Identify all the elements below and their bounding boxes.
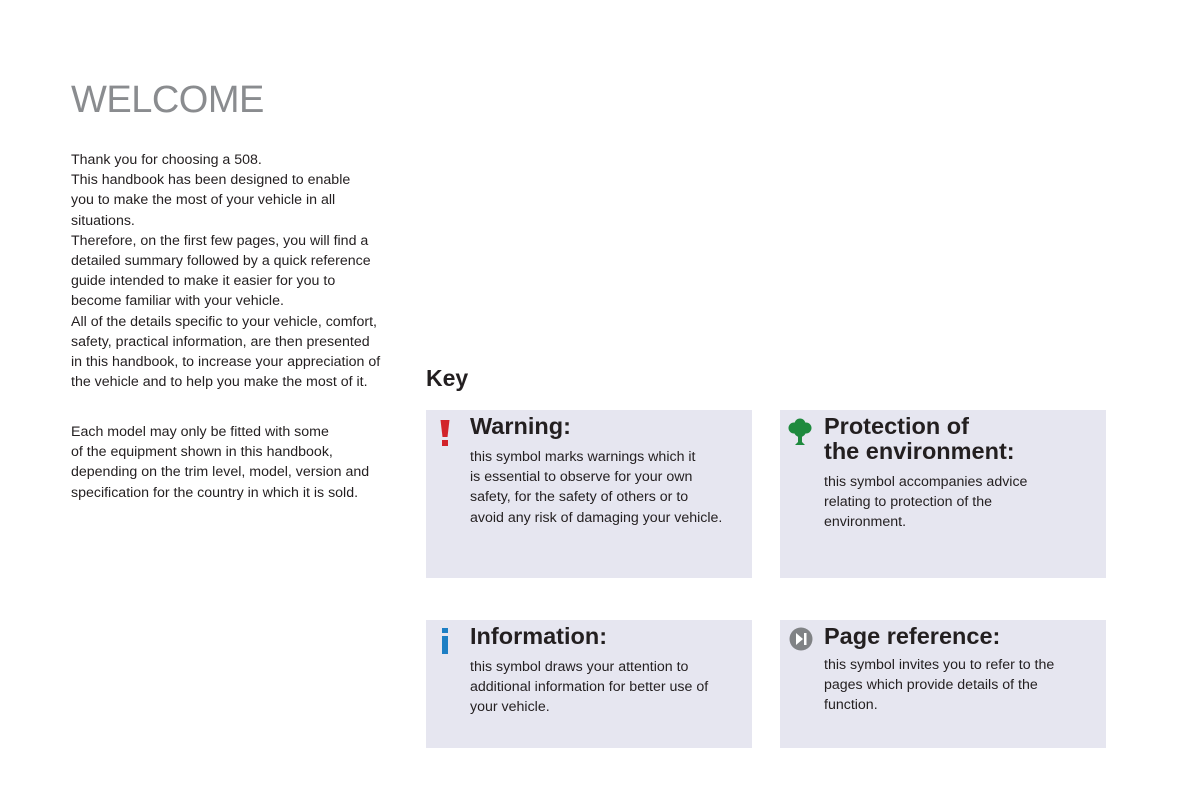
note-line: depending on the trim level, model, version and	[71, 464, 370, 481]
information-box	[426, 620, 752, 748]
warning-box	[426, 410, 752, 578]
intro-line: detailed summary followed by a quick reference	[71, 253, 371, 270]
intro-line: Thank you for choosing a 508.	[71, 152, 262, 168]
intro-line: you to make the most of your vehicle in all	[71, 192, 336, 209]
environment-line: environment.	[824, 514, 907, 531]
intro-text	[71, 150, 406, 392]
intro-line: Therefore, on the first few pages, you will find a	[71, 232, 369, 249]
skip-forward-icon	[789, 627, 813, 651]
page-reference-box	[780, 620, 1106, 748]
environment-title	[824, 414, 1099, 464]
intro-line: safety, practical information, are then presented	[71, 333, 370, 350]
note-line: of the equipment shown in this handbook,	[71, 444, 333, 461]
note-line: specification for the country in which it is sold.	[71, 484, 359, 501]
information-line: additional information for better use of	[470, 679, 709, 696]
page-reference-text	[824, 655, 1106, 716]
equipment-note	[71, 422, 406, 503]
information-line: your vehicle.	[470, 699, 550, 716]
page-reference-line: this symbol invites you to refer to the	[824, 657, 1055, 673]
intro-line: guide intended to make it easier for you to	[71, 273, 336, 290]
key-heading: Key	[426, 365, 469, 391]
environment-line: relating to protection of the	[824, 494, 992, 511]
information-line: this symbol draws your attention to	[470, 659, 689, 675]
environment-title-line: Protection of	[824, 413, 969, 439]
exclamation-icon	[438, 420, 452, 446]
intro-line: situations.	[71, 212, 135, 229]
warning-line: is essential to observe for your own	[470, 469, 693, 486]
info-icon	[438, 628, 452, 654]
tree-icon	[788, 418, 812, 446]
environment-text	[824, 472, 1106, 533]
page-title: WELCOME	[71, 79, 264, 121]
warning-line: avoid any risk of damaging your vehicle.	[470, 509, 723, 526]
page-reference-line: function.	[824, 697, 878, 714]
warning-line: this symbol marks warnings which it	[470, 449, 696, 465]
warning-text	[470, 447, 752, 528]
intro-line: in this handbook, to increase your appreciation of	[71, 354, 381, 371]
information-text	[470, 657, 752, 718]
intro-line: become familiar with your vehicle.	[71, 293, 284, 310]
warning-line: safety, for the safety of others or to	[470, 489, 689, 506]
note-line: Each model may only be fitted with some	[71, 424, 329, 440]
page-reference-line: pages which provide details of the	[824, 677, 1038, 694]
intro-line: the vehicle and to help you make the most of it.	[71, 374, 368, 391]
environment-line: this symbol accompanies advice	[824, 474, 1028, 490]
page-reference-title: Page reference:	[824, 623, 1001, 649]
intro-line: This handbook has been designed to enable	[71, 172, 351, 189]
environment-title-line: the environment:	[824, 438, 1015, 464]
intro-line: All of the details specific to your vehicle, comfort,	[71, 313, 377, 330]
information-title: Information:	[470, 623, 608, 649]
environment-box	[780, 410, 1106, 578]
warning-title: Warning:	[470, 413, 571, 439]
